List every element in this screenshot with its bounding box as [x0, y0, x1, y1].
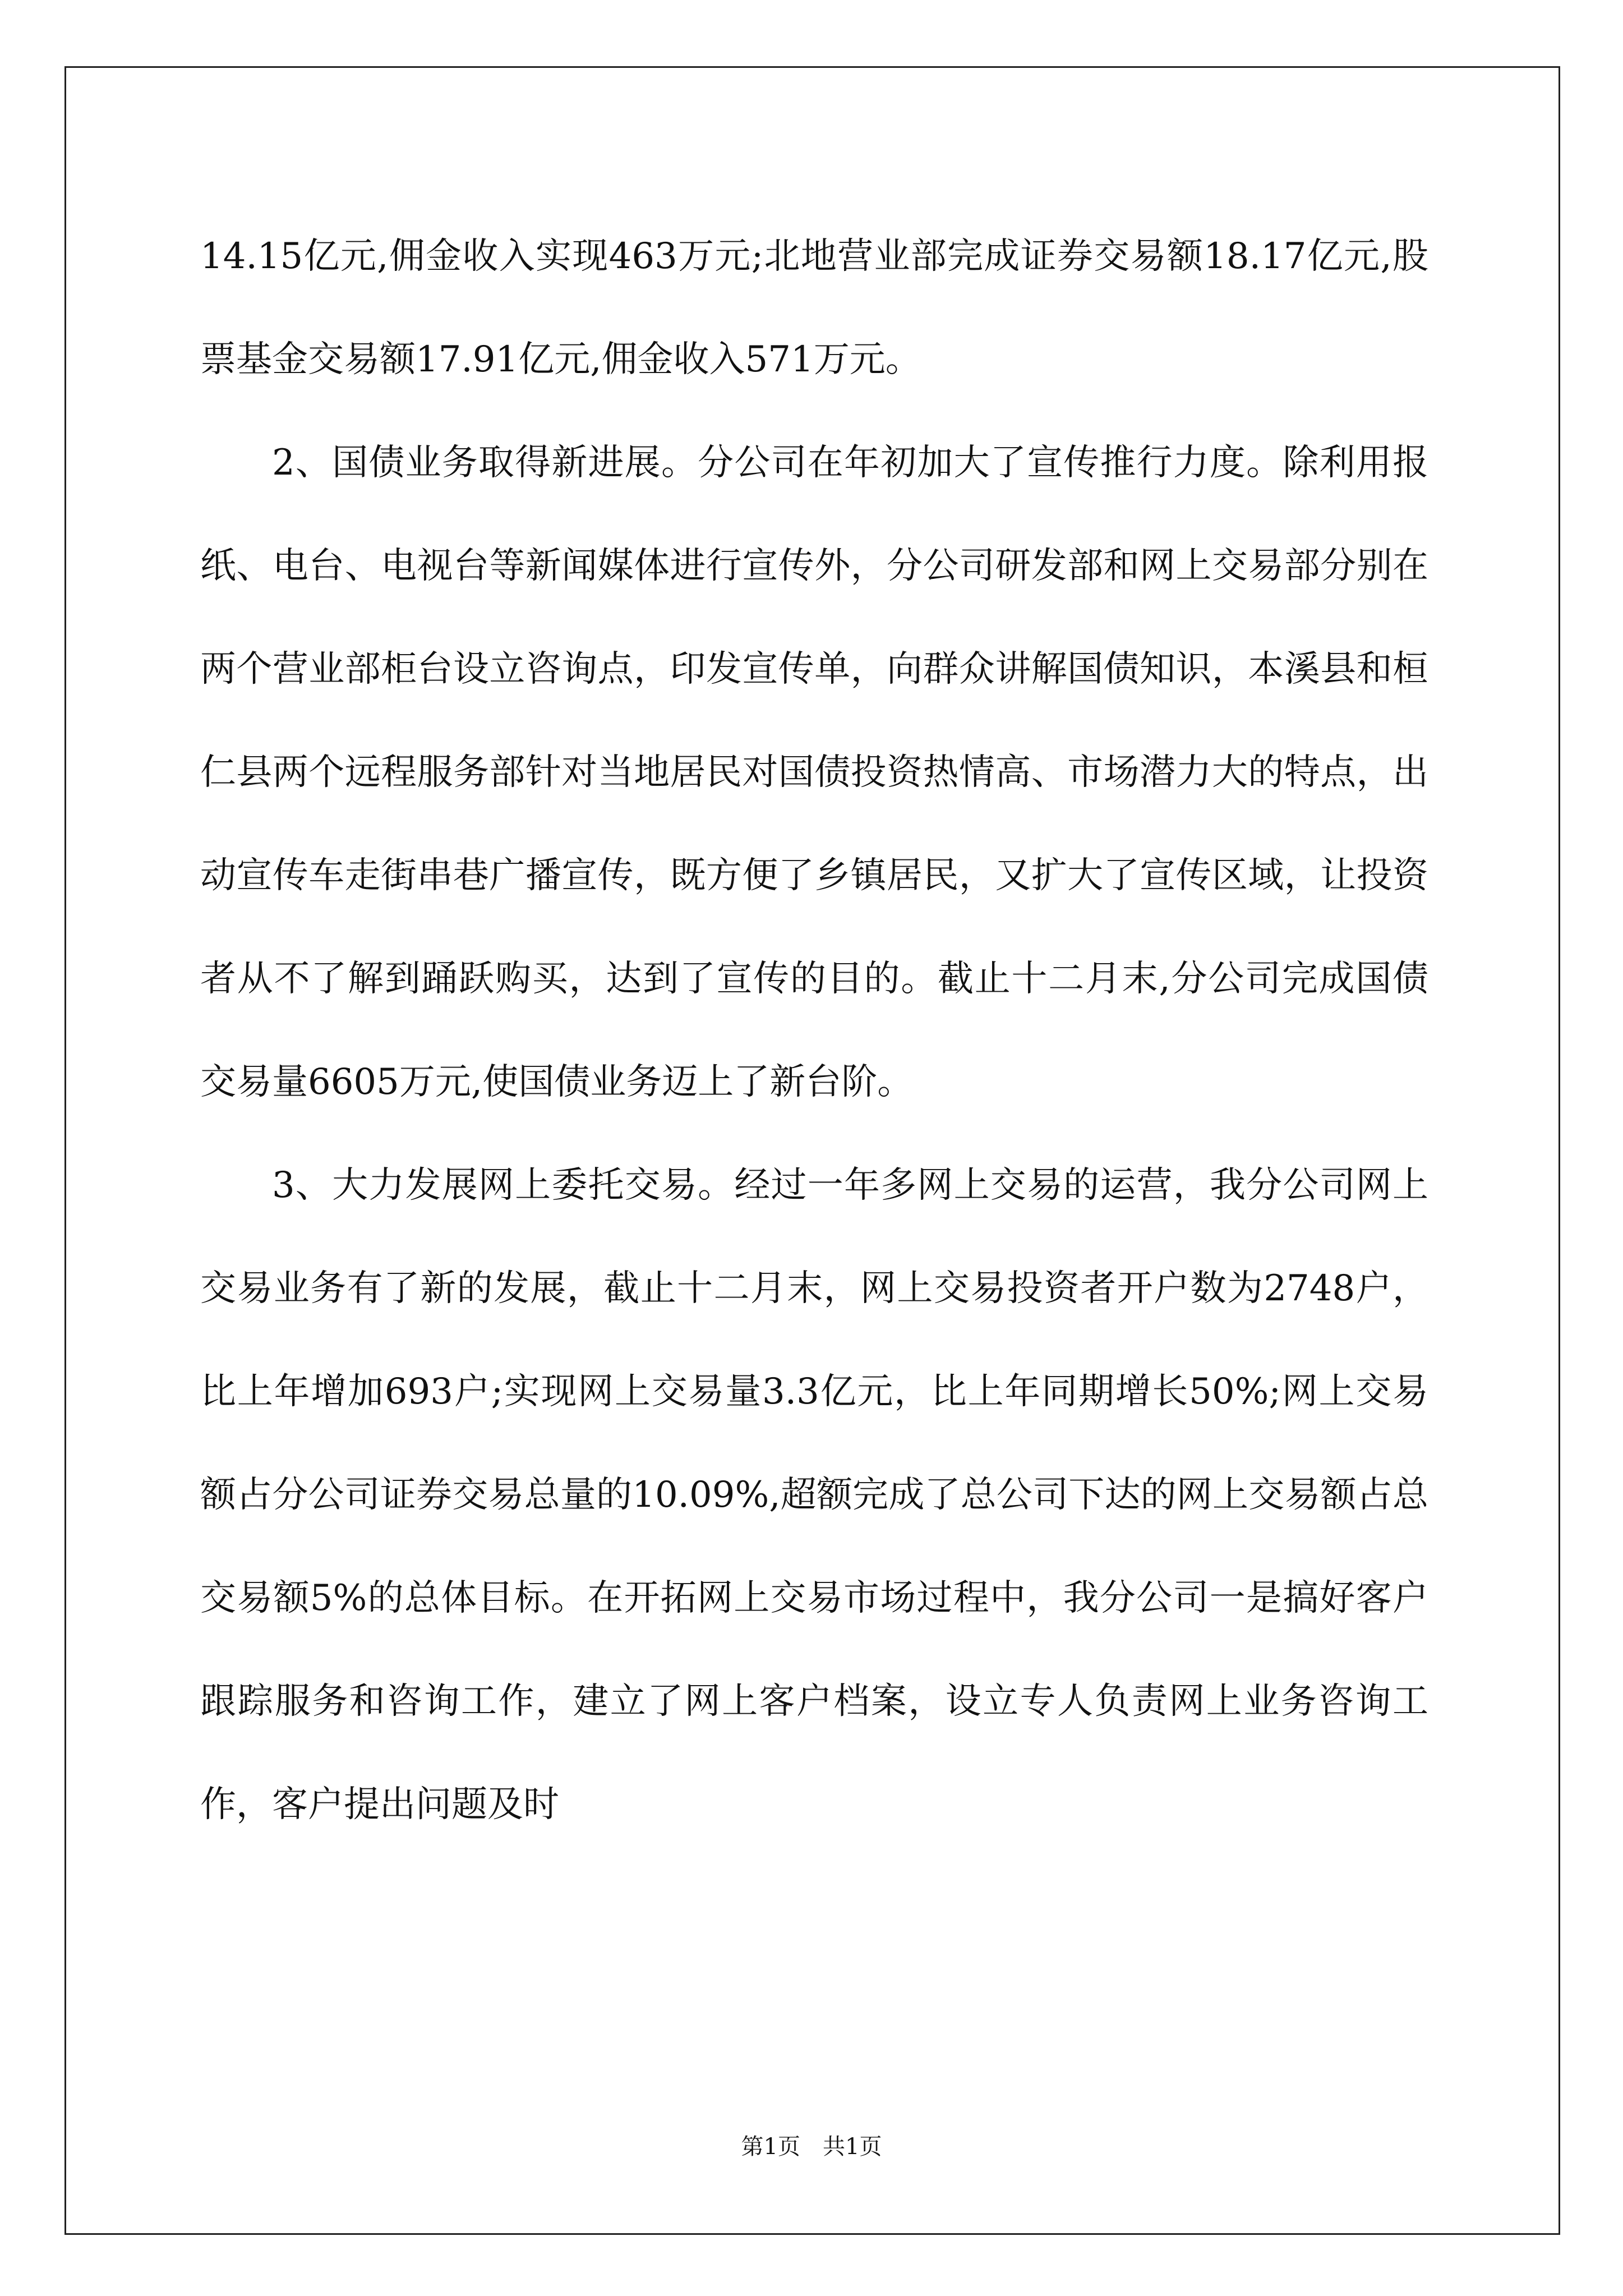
page-number-footer: 第1页 共1页 [741, 2134, 882, 2160]
paragraph-3: 3、大力发展网上委托交易。经过一年多网上交易的运营，我分公司网上交易业务有了新的发展，截止十二月末，网上交易投资者开户数为2748户，比上年增加693户;实现网上交易量3.3亿元，比上年同期增长50%;网上交易额占分公司证券交易总量的10.09%,超额完成了总公司下达的网上交易额占总交易额5%的总体目标。在开拓网上交易市场过程中，我分公司一是搞好客户跟踪服务和咨询工作，建立了网上客户档案，设立专人负责网上业务咨询工作，客户提出问题及时 [200, 1165, 1428, 1825]
paragraph-1: 14.15亿元,佣金收入实现463万元;北地营业部完成证券交易额18.17亿元,股票基金交易额17.91亿元,佣金收入571万元。 [200, 236, 1428, 380]
paragraph-2: 2、国债业务取得新进展。分公司在年初加大了宣传推行力度。除利用报纸、电台、电视台等新闻媒体进行宣传外，分公司研发部和网上交易部分别在两个营业部柜台设立咨询点，印发宣传单，向群众讲解国债知识，本溪县和桓仁县两个远程服务部针对当地居民对国债投资热情高、市场潜力大的特点，出动宣传车走街串巷广播宣传，既方便了乡镇居民，又扩大了宣传区域，让投资者从不了解到踊跃购买，达到了宣传的目的。截止十二月末,分公司完成国债交易量6605万元,使国债业务迈上了新台阶。 [200, 442, 1428, 1103]
document-body [200, 205, 1428, 1856]
